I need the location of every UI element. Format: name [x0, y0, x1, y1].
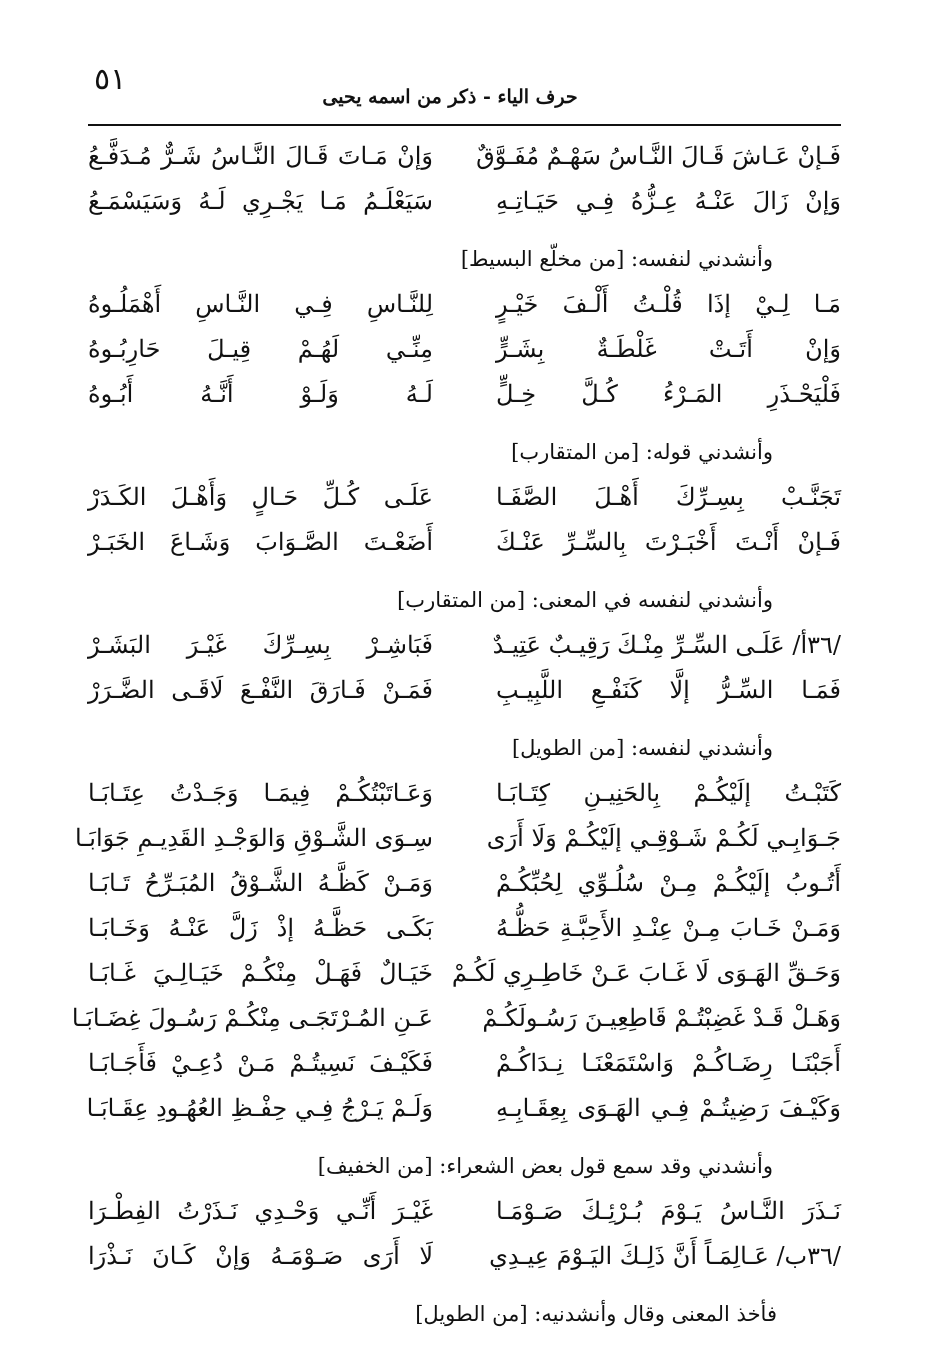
verse-first-hemistich: فَمَـا السِّـرُّ إلَّا كَنَفْـعِ اللَّبِيـبِ — [496, 676, 841, 704]
verse-line — [88, 1041, 841, 1086]
verse-first-hemistich: مَـا لِـيْ إذَا قُلْـتُ أَلْـفَ خَيْـرٍ — [496, 290, 841, 318]
stanza-gap — [88, 224, 841, 237]
stanza-gap — [88, 713, 841, 726]
verse-line — [88, 906, 841, 951]
section-heading: وأنشدني وقد سمع قول بعض الشعراء: [من الخفيف] — [317, 1154, 773, 1178]
verse-first-hemistich: وَهَـلْ قَـدْ غَضِبْتُـمْ قَاطِعِيـنَ رَسُـولَكُـمْ — [482, 1004, 841, 1032]
verse-first-hemistich: /٣٦أ/ عَلَـى السِّـرِّ مِنْـكَ رَقِيـبٌ عَتِيـدٌ — [492, 631, 841, 659]
verse-second-hemistich: خَيَـالٌ فَهَـلْ مِنْكُـمْ خَيَـالِـيَ غَـابَـا — [88, 959, 433, 987]
verse-second-hemistich: وَإنْ مَـاتَ قَـالَ النَّـاسُ شَـرٌّ مُـدَفَّـعُ — [88, 142, 433, 170]
section-heading: وأنشدني لنفسه: [من مخلّع البسيط] — [460, 247, 773, 271]
verse-first-hemistich: فَـإنْ أَنْـتَ أَخْبَـرْتَ بِالسِّـرِّ عَنْـكَ — [496, 528, 841, 556]
section-heading: فأخذ المعنى وقال وأنشدنيه: [من الطويل] — [415, 1302, 777, 1326]
verse-line — [88, 282, 841, 327]
stanza-gap — [88, 417, 841, 430]
verse-line — [71, 996, 841, 1041]
verse-second-hemistich: وَلَـمْ يَـرْجُ فِـي حِفْـظِ العُهُـودِ عِقَـابَـا — [86, 1094, 433, 1122]
verse-line — [88, 179, 841, 224]
running-head: حرف الياء - ذكر من اسمه يحيى — [322, 86, 578, 108]
verse-first-hemistich: وَحَـقِّ الهَـوَى لَا غَـابَ عَـنْ خَاطِـرِي لَكُـمْ — [451, 959, 841, 987]
verse-first-hemistich: /٣٦ب/ عَـالِمَـاً أَنَّ ذَلِـكَ اليَـوْمَ عِيـدِي — [489, 1242, 841, 1270]
verse-line — [88, 134, 841, 179]
verse-first-hemistich: كَتَبْـتُ إلَيْكُـمْ بِالحَنِيـنِ كِتَـابَـا — [496, 779, 841, 807]
verse-line — [88, 520, 841, 565]
verse-second-hemistich: لَا أَرَى صَـوْمَـهُ وَإنْ كَـانَ نَـذْرَا — [88, 1242, 433, 1270]
verse-first-hemistich: أَتُـوبُ إلَيْكُـمْ مِـنْ سُلُـوِّي لِحُبِّكُـمْ — [496, 869, 841, 897]
verse-second-hemistich: فَكَيْـفَ نَسِيتُـمْ مَـنْ دُعِـيْ فَأَجَـابَـا — [88, 1049, 433, 1077]
verse-line — [88, 1189, 841, 1234]
verse-second-hemistich: عَلَـى كُـلِّ حَـالٍ وَأَهْـلَ الكَـدَرْ — [88, 483, 433, 511]
verse-line — [88, 475, 841, 520]
verse-second-hemistich: أَضَعْـتَ الصَّـوَابَ وَشَـاعَ الخَبَـرْ — [88, 528, 433, 556]
verse-line — [88, 861, 841, 906]
verse-second-hemistich: عَـنِ المُـرْتَجَـى مِنْكُـمْ رَسُـولَ غِضَـابَـا — [71, 1004, 433, 1032]
verse-first-hemistich: جَـوَابِـي لَكُـمْ شَـوْقِـي إلَيْكُـمْ وَلَا أَرَى — [486, 824, 841, 852]
verse-first-hemistich: فَلْيَحْـذَرِ المَـرْءُ كُـلَّ خِـلٍّ — [496, 380, 841, 408]
verse-line — [74, 816, 841, 861]
verse-line — [88, 1234, 841, 1279]
verse-second-hemistich: لِلنَّـاسِ فِـي النَّـاسِ أَهْمَلُـوهُ — [88, 290, 433, 318]
verse-line — [88, 623, 841, 668]
verse-first-hemistich: أَجَبْنَـا رِضَـاكُـمْ وَاسْتَمَعْنَـا نِـدَاكُـمْ — [496, 1049, 841, 1077]
verse-second-hemistich: مِنِّـي لَهُـمْ قِيـلَ حَارِبُـوهُ — [88, 335, 433, 363]
verse-second-hemistich: وَمَـنْ كَظَّـهُ الشَّـوْقُ المُبَـرِّحُ تَـابَـا — [88, 869, 433, 897]
verse-line — [88, 327, 841, 372]
verse-first-hemistich: نَـذَرَ النَّـاسُ يَـوْمَ بُـرْئِـكَ صَـوْمَـا — [496, 1197, 841, 1225]
verse-line — [88, 771, 841, 816]
verse-line — [88, 951, 841, 996]
verse-line — [88, 1086, 841, 1131]
page-number: ٥١ — [94, 62, 127, 97]
poem-body — [71, 134, 841, 1337]
verse-line — [88, 372, 841, 417]
section-heading: وأنشدني لنفسه: [من الطويل] — [511, 736, 773, 760]
stanza-gap — [88, 1279, 841, 1292]
verse-first-hemistich: وَكَيْـفَ رَضِيتُـمْ فِـي الهَـوَى بِعِقَـابِـهِ — [496, 1094, 841, 1122]
verse-second-hemistich: بَكَـى حَظَّـهُ إذْ زَلَّ عَنْـهُ وَخَـابَـا — [88, 914, 433, 942]
verse-first-hemistich: فَـإنْ عَـاشَ قَـالَ النَّـاسُ سَهْـمٌ مُفَـوَّقٌ — [476, 142, 841, 170]
verse-second-hemistich: فَمَـنْ فَـارَقَ النَّفْـعَ لَاقَـى الضَّـرَرْ — [88, 676, 433, 704]
verse-second-hemistich: غَيْـرَ أَنِّـي وَحْـدِي نَـذَرْتُ الفِطْـرَا — [88, 1197, 433, 1225]
verse-line — [88, 668, 841, 713]
section-heading: وأنشدني لنفسه في المعنى: [من المتقارب] — [397, 588, 773, 612]
verse-first-hemistich: وَمَـنْ خَـابَ مِـنْ عِنْـدِ الأَحِبَّـةِ حَظُّـهُ — [496, 914, 841, 942]
section-heading: وأنشدني قوله: [من المتقارب] — [511, 440, 773, 464]
verse-second-hemistich: فَبَاشِـرْ بِسِـرِّكَ غَيْـرَ البَشَـرْ — [88, 631, 433, 659]
stanza-gap — [88, 565, 841, 578]
verse-first-hemistich: تَجَنَّـبْ بِسِـرِّكَ أَهْـلَ الصَّفَـا — [496, 483, 841, 511]
verse-second-hemistich: لَـهُ وَلَـوْ أَنَّـهُ أَبُـوهُ — [88, 380, 433, 408]
verse-first-hemistich: وَإنْ أَتَـتْ غَلْطَـةٌ بِشَـرٍّ — [496, 335, 841, 363]
verse-second-hemistich: سَيَعْلَـمُ مَـا يَجْـرِي لَـهُ وَسَيَسْمَـعُ — [88, 187, 433, 215]
stanza-gap — [88, 1131, 841, 1144]
header-rule — [88, 124, 841, 126]
verse-second-hemistich: سِـوَى الشَّـوْقِ وَالوَجْـدِ القَدِيـمِ جَوَابَـا — [74, 824, 433, 852]
verse-second-hemistich: وَعَـاتَبْتُكُـمْ فِيمَـا وَجَـدْتُ عِتَـابَـا — [88, 779, 433, 807]
verse-first-hemistich: وَإنْ زَالَ عَنْـهُ عِـزُّهُ فِـي حَيَـاتِـهِ — [496, 187, 841, 215]
